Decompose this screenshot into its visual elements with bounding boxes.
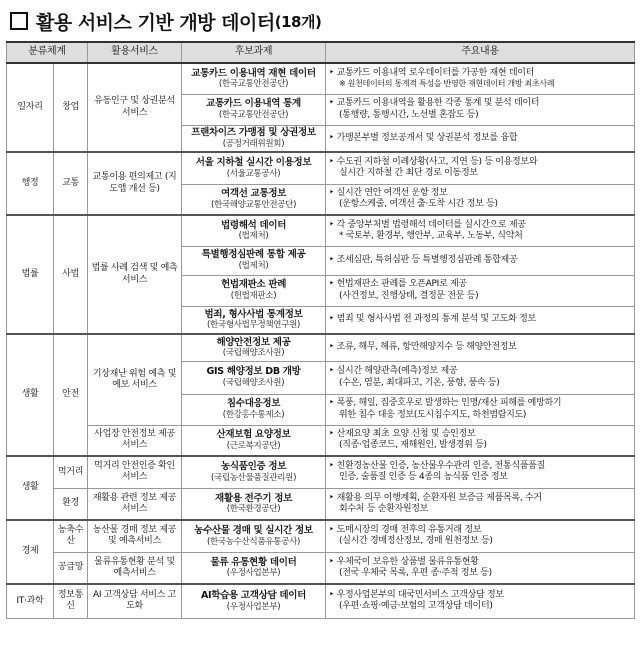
candidate-name: 법령해석 데이터 — [220, 219, 287, 231]
category-l1: 법률 — [7, 215, 54, 334]
candidate-name: GIS 해양정보 DB 개방 — [206, 366, 301, 378]
page-title — [10, 6, 321, 36]
service-cell: 사업장 안전정보 제공 서비스 — [88, 425, 182, 456]
content-cell — [326, 184, 635, 215]
candidate-cell — [182, 246, 326, 275]
table-row — [7, 215, 635, 246]
content-cell — [326, 425, 635, 456]
category-l2: 정보통신 — [54, 584, 88, 618]
candidate-name: 여객선 교통정보 — [220, 188, 287, 199]
candidate-name: 특별행정심판례 통합 제공 — [201, 249, 306, 261]
candidate-cell — [182, 94, 326, 125]
content-cell — [326, 306, 635, 334]
content-line: 위한 침수 대응 정보(도시침수지도, 하천범람지도) — [339, 409, 527, 420]
content-line: (사건정보, 진행상태, 결정문 전문 등) — [339, 290, 479, 301]
category-l1: 행정 — [7, 152, 54, 215]
content-cell — [326, 456, 635, 488]
content-line: (실시간 경매정산정보, 경매 원천정보 등) — [339, 536, 493, 547]
candidate-org: (우정사업본부) — [226, 601, 281, 612]
content-line: ‣ 조류, 해무, 해류, 항만해양지수 등 해양안전정보 — [329, 342, 517, 353]
content-line: (운항스케줄, 여객선 출·도착 시간 정보 등) — [339, 199, 498, 210]
content-line: ‣ 가맹본부별 정보공개서 및 상권분석 정보를 융합 — [329, 132, 518, 143]
content-line: ‣ 산재요양 최초 요양 신청 및 승인정보 — [329, 429, 476, 439]
table-row — [7, 425, 635, 456]
candidate-org: (헌법재판소) — [230, 291, 277, 302]
category-l2: 창업 — [54, 63, 88, 152]
candidate-cell — [182, 215, 326, 246]
content-line: ‣ 조세심판, 특허심판 등 특별행정심판례 통합제공 — [329, 254, 518, 265]
candidate-org: (국립농산물품질관리원) — [210, 472, 297, 483]
header-candidate: 후보과제 — [182, 42, 326, 63]
content-cell — [326, 334, 635, 361]
service-cell: 기상재난 위험 예측 및 예보 서비스 — [88, 334, 182, 425]
header-category: 분류체계 — [7, 42, 88, 63]
content-cell — [326, 552, 635, 584]
content-line: ‣ 각 중앙부처별 법령해석 데이터를 실시간으로 제공 — [329, 219, 526, 230]
content-line: ‣ 도매시장의 경매 전후의 유통거래 정보 — [329, 525, 482, 535]
service-cell: AI 고객상담 서비스 고도화 — [88, 584, 182, 618]
candidate-name: 해양안전정보 제공 — [216, 336, 291, 348]
service-cell: 먹거리 안전인증 확인 서비스 — [88, 456, 182, 488]
candidate-cell — [182, 275, 326, 306]
category-l1: 일자리 — [7, 63, 54, 152]
candidate-org: (한국형사법무정책연구원) — [206, 320, 301, 331]
category-l1: 생활 — [7, 456, 54, 520]
content-line: (직종·업종코드, 재해원인, 발생경위 등) — [339, 440, 487, 451]
content-line: ‣ 우정사업본부의 대국민서비스 고객상담 정보 — [329, 590, 504, 600]
candidate-cell — [182, 125, 326, 152]
candidate-cell — [182, 425, 326, 456]
content-cell — [326, 152, 635, 184]
category-l2: 농축수산 — [54, 520, 88, 552]
candidate-cell — [182, 552, 326, 584]
candidate-org: (법제처) — [238, 261, 269, 272]
candidate-cell — [182, 361, 326, 394]
candidate-name: 농수산물 경매 및 실시간 정보 — [194, 525, 313, 536]
candidate-name: AI학습용 고객상담 데이터 — [200, 590, 307, 601]
table-row — [7, 334, 635, 361]
category-l2: 교통 — [54, 152, 88, 215]
candidate-org: (한국농수산식품유통공사) — [206, 536, 301, 547]
candidate-name: 물류 유통현황 데이터 — [210, 556, 297, 568]
content-line: 회수처 등 순환자원정보 — [339, 503, 429, 514]
table-row — [7, 456, 635, 488]
content-line: ‣ 수도권 지하철 이례상황(사고, 지연 등) 등 이용정보와 — [329, 157, 538, 167]
service-cell: 물류유통현황 분석 및 예측서비스 — [88, 552, 182, 584]
service-cell: 유동인구 및 상권분석 서비스 — [88, 63, 182, 152]
header-content: 주요내용 — [326, 42, 635, 63]
content-cell — [326, 275, 635, 306]
content-line: 실시간 지하철 간 최단 경로 이동정보 — [339, 168, 478, 179]
checkbox-square-icon — [10, 12, 28, 30]
content-line: ‣ 우체국이 보유한 상품별 물류유통현황 — [329, 556, 479, 567]
content-line: ‣ 교통카드 이용내역을 활용한 각종 통계 및 분석 데이터 — [329, 98, 540, 109]
open-data-table — [6, 41, 635, 619]
candidate-name: 교통카드 이용내역 재현 데이터 — [191, 67, 316, 79]
candidate-org: (우정사업본부) — [226, 568, 281, 579]
candidate-org: (한국교통안전공단) — [218, 79, 289, 90]
service-cell: 법률 사례 검색 및 예측 서비스 — [88, 215, 182, 334]
content-cell — [326, 63, 635, 94]
category-l1: IT·과학 — [7, 584, 54, 618]
content-line: ‣ 헌법재판소 판례를 오픈API로 제공 — [329, 279, 467, 290]
content-line: ‣ 재활용 의무 이행계획, 순환자원 보증금 제품목록, 수거 — [329, 492, 542, 503]
content-line: ‣ 교통카드 이용내역 로우데이터를 가공한 재현 데이터 — [329, 68, 535, 79]
candidate-cell — [182, 584, 326, 618]
category-l2: 공급망 — [54, 552, 88, 584]
content-line: 인증, 술품질 인증 등 4종의 농식품 인증 정보 — [339, 472, 508, 483]
candidate-name: 재활용 전주기 정보 — [215, 492, 293, 504]
candidate-cell — [182, 334, 326, 361]
candidate-cell — [182, 520, 326, 552]
table-row — [7, 584, 635, 618]
category-l1: 경제 — [7, 520, 54, 584]
candidate-cell — [182, 306, 326, 334]
service-cell: 교통이용 편의제고 (지도앱 개선 등) — [88, 152, 182, 215]
candidate-org: (법제처) — [238, 231, 269, 242]
content-line: ‣ 범죄 및 형사사법 전 과정의 통계 분석 및 고도화 정보 — [329, 314, 536, 325]
candidate-org: (한국환경공단) — [226, 504, 281, 515]
content-line: (수온, 염분, 최대파고, 기온, 풍향, 풍속 등) — [339, 377, 500, 388]
content-line: ※ 원천데이터의 통계적 특성을 반영한 재현데이터 개방 최초사례 — [339, 79, 555, 89]
header-service: 활용서비스 — [88, 42, 182, 63]
content-line: (우편·쇼핑·예금·보험의 고객상담 데이터) — [339, 601, 493, 612]
candidate-cell — [182, 394, 326, 425]
candidate-org: (국립해양조사원) — [222, 378, 285, 389]
content-line: ‣ 실시간 연안 여객선 운항 정보 — [329, 188, 448, 198]
candidate-name: 침수대응정보 — [226, 398, 281, 410]
candidate-cell — [182, 184, 326, 215]
table-row — [7, 552, 635, 584]
table-header-row — [7, 42, 635, 63]
content-line: ‣ 폭풍, 해일, 집중호우로 발생하는 인명/재산 피해를 예방하기 — [329, 398, 562, 409]
content-cell — [326, 215, 635, 246]
category-l2: 환경 — [54, 488, 88, 520]
table-row — [7, 152, 635, 184]
content-cell — [326, 246, 635, 275]
content-cell — [326, 94, 635, 125]
content-line: * 국토부, 환경부, 행안부, 교육부, 노동부, 식약처 — [339, 230, 523, 241]
candidate-name: 서울 지하철 실시간 이용정보 — [195, 157, 312, 168]
candidate-cell — [182, 63, 326, 94]
candidate-org: (서울교통공사) — [226, 168, 281, 179]
category-l1: 생활 — [7, 334, 54, 456]
candidate-cell — [182, 152, 326, 184]
content-cell — [326, 394, 635, 425]
title-count: (18개) — [274, 12, 322, 31]
candidate-name: 프랜차이즈 가맹점 및 상권정보 — [191, 127, 316, 138]
candidate-cell — [182, 488, 326, 520]
content-cell — [326, 361, 635, 394]
candidate-org: (근로복지공단) — [226, 440, 281, 451]
table-body — [7, 63, 635, 618]
candidate-name: 교통카드 이용내역 통계 — [206, 98, 301, 110]
title-text: 활용 서비스 기반 개방 데이터 — [36, 11, 275, 34]
candidate-org: (한강홍수통제소) — [222, 410, 285, 421]
candidate-org: (한국해양교통안전공단) — [210, 199, 297, 210]
content-line: (통행량, 통행시간, 노선별 혼잡도 등) — [339, 109, 479, 120]
category-l2: 사법 — [54, 215, 88, 334]
candidate-name: 범죄, 형사사법 통계정보 — [204, 308, 303, 320]
candidate-name: 농식품인증 정보 — [220, 461, 287, 472]
content-cell — [326, 125, 635, 152]
candidate-name: 산재보험 요양정보 — [216, 429, 291, 440]
content-cell — [326, 584, 635, 618]
content-cell — [326, 520, 635, 552]
table-row — [7, 63, 635, 94]
candidate-org: (한국교통안전공단) — [218, 110, 289, 121]
content-line: ‣ 친환경농산물 인증, 농산물우수관리 인증, 전통식품품질 — [329, 461, 546, 471]
table-row — [7, 520, 635, 552]
service-cell: 농산물 경매 정보 제공 및 예측서비스 — [88, 520, 182, 552]
category-l2: 안전 — [54, 334, 88, 456]
table-row — [7, 488, 635, 520]
candidate-cell — [182, 456, 326, 488]
service-cell: 재활용 관련 정보 제공 서비스 — [88, 488, 182, 520]
candidate-name: 헌법재판소 판례 — [220, 279, 287, 291]
content-line: (전국 우체국 목록, 우편 종·주적 정보 등) — [339, 567, 492, 578]
candidate-org: (공정거래위원회) — [222, 138, 285, 149]
content-cell — [326, 488, 635, 520]
content-line: ‣ 실시간 해양관측(예측)정보 제공 — [329, 366, 458, 377]
category-l2: 먹거리 — [54, 456, 88, 488]
candidate-org: (국립해양조사원) — [222, 348, 285, 359]
